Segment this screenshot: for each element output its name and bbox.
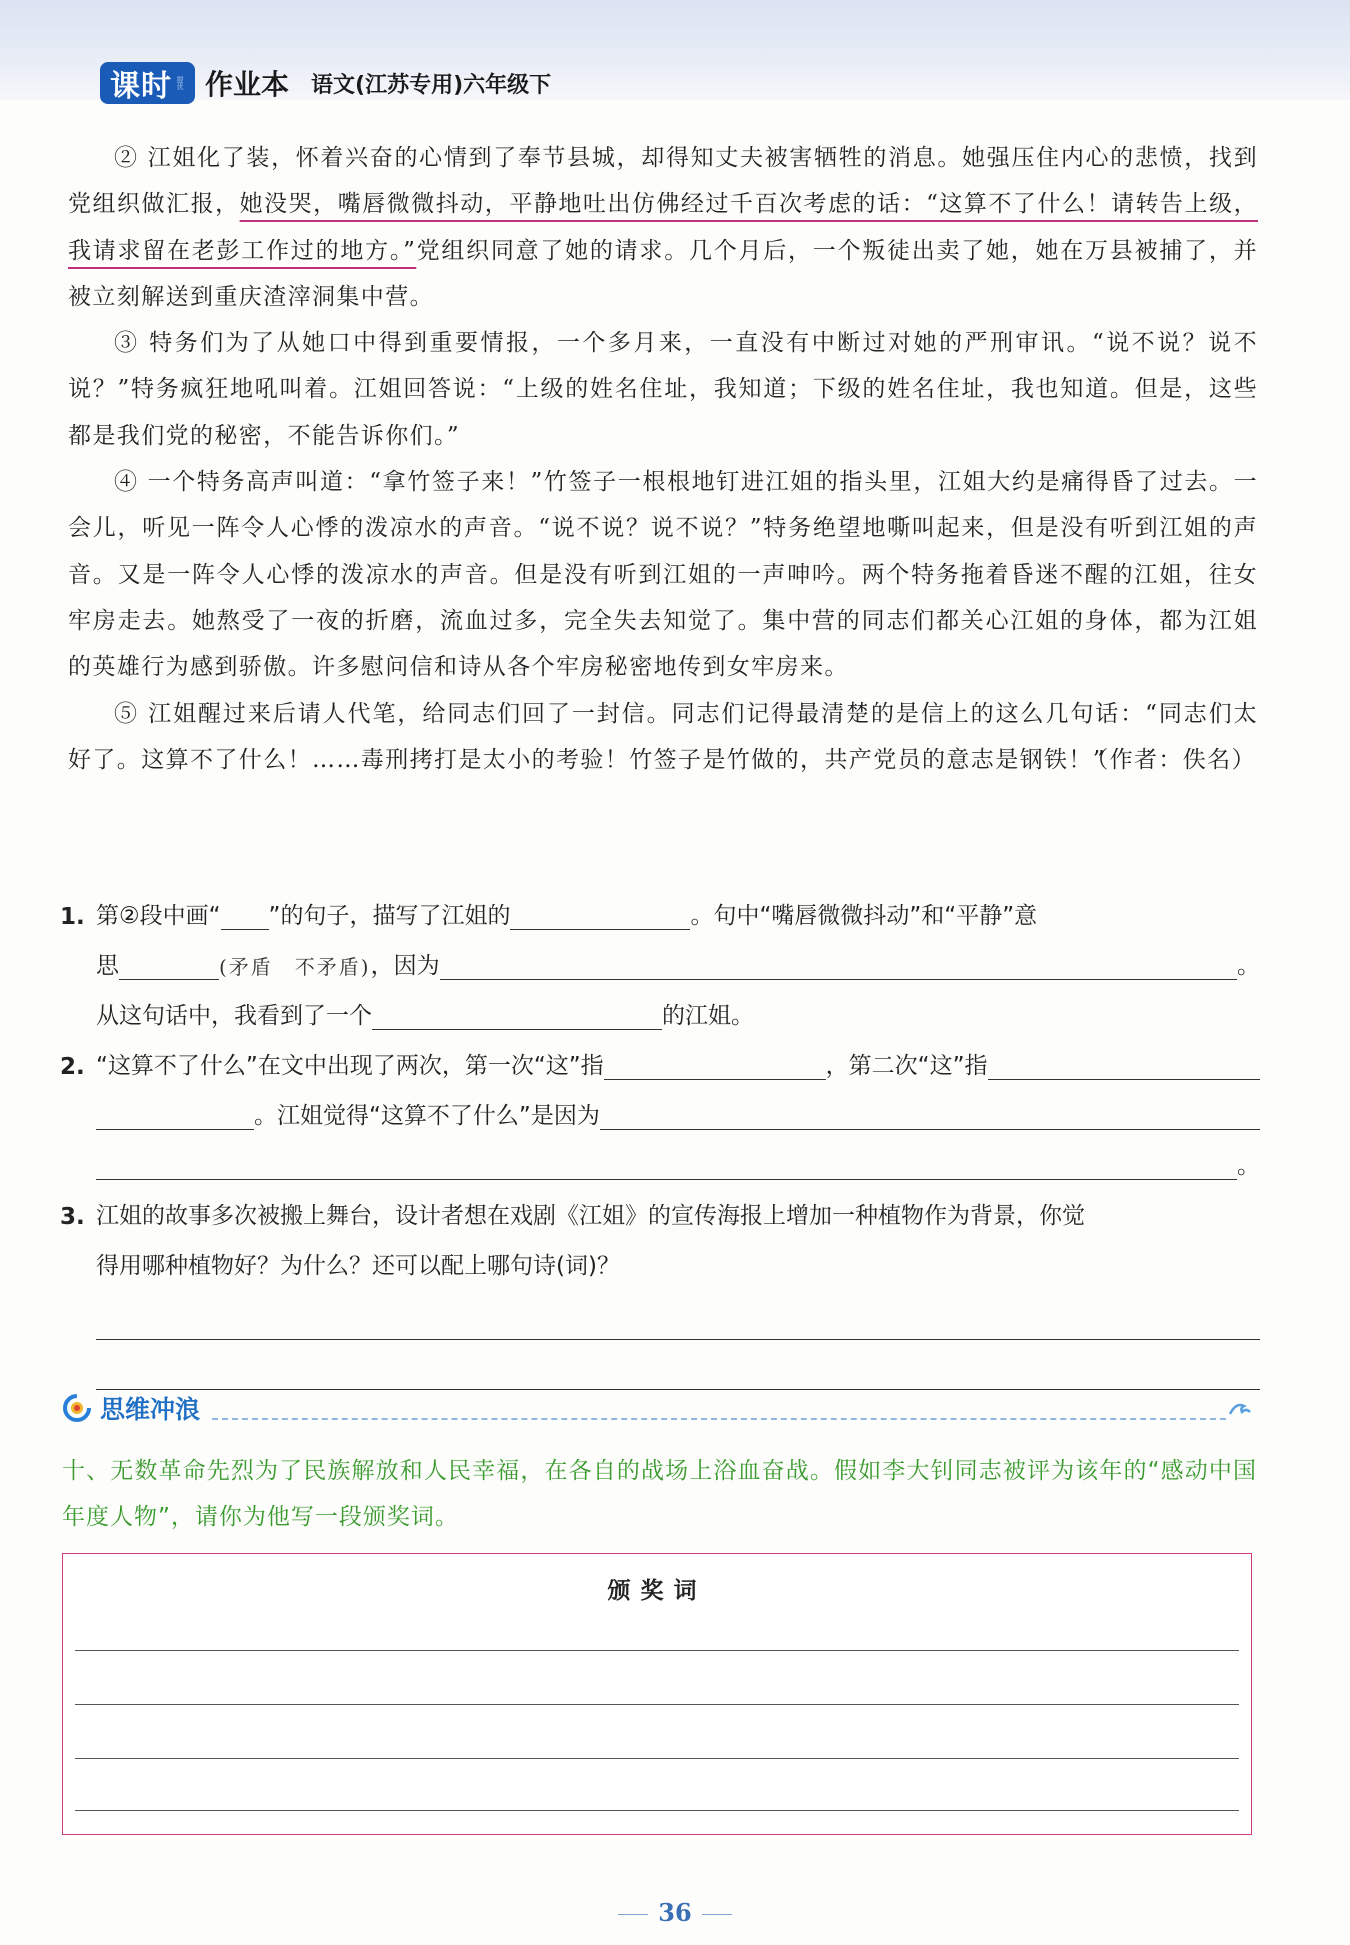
q2-answer-blank-2[interactable]	[988, 1048, 1260, 1080]
award-speech-box	[62, 1553, 1252, 1835]
paragraph-3: ③ 特务们为了从她口中得到重要情报，一个多月来，一直没有中断过对她的严刑审讯。“说不说？说不说？”特务疯狂地吼叫着。江姐回答说：“上级的姓名住址，我知道；下级的姓名住址，我也知道。但是，这些都是我们党的秘密，不能告诉你们。”	[68, 330, 1258, 449]
logo-text: 课时	[110, 69, 172, 104]
book-subtitle: 语文(江苏专用)六年级下	[311, 72, 552, 98]
q1-answer-blank-3[interactable]	[440, 948, 1237, 980]
writing-line-3[interactable]	[75, 1758, 1239, 1759]
q1-line-1	[60, 880, 1260, 930]
section-title: 思维冲浪	[100, 1395, 201, 1424]
q1-answer-blank-4[interactable]	[372, 998, 662, 1030]
paragraph-4: ④ 一个特务高声叫道：“拿竹签子来！”竹签子一根根地钉进江姐的指头里，江姐大约是痛得昏了过去。一会儿，听见一阵令人心悸的泼凉水的声音。“说不说？说不说？”特务绝望地嘶叫起来，但是没有听到江姐的声音。又是一阵令人心悸的泼凉水的声音。但是没有听到江姐的一声呻吟。两个特务拖着昏迷不醒的江姐，往女牢房走去。她熬受了一夜的折磨，流血过多，完全失去知觉了。集中营的同志们都关心江姐的身体，都为江姐的英雄行为感到骄傲。许多慰问信和诗从各个牢房秘密地传到女牢房来。	[68, 469, 1258, 681]
q3-answer-line-1[interactable]	[60, 1280, 1260, 1340]
q2-line-2	[60, 1080, 1260, 1130]
underlined-sentence: 她没哭，嘴唇微微抖动，平静地吐出仿佛经过千百次考虑的话：“这算不了什么！请转告上级，我请求留在老彭工作过的地方。”	[68, 191, 1258, 264]
q3-line-2	[60, 1230, 1260, 1280]
writing-line-4[interactable]	[75, 1810, 1239, 1811]
q1-line-2	[60, 930, 1260, 980]
paragraph-2-end: 党组织同意了她的请求。几个月后，一个叛徒出卖了她，她在万县被捕了，并被立刻解送到重庆渣滓洞集中营。	[68, 237, 1258, 310]
logo-small-text: 提优	[176, 76, 184, 90]
q2-answer-blank-3[interactable]	[96, 1098, 254, 1130]
swirl-icon	[62, 1393, 92, 1423]
q1-text-b: ”的句子，描写了江姐的	[268, 903, 511, 929]
q1-answer-blank-1[interactable]	[510, 898, 690, 930]
q1-text-e: ，因为	[370, 953, 440, 979]
questions-block	[60, 880, 1260, 1390]
wave-icon	[1228, 1398, 1252, 1418]
q2-line-3	[60, 1130, 1260, 1180]
brand-logo	[100, 62, 195, 104]
q2-text-c: 。江姐觉得“这算不了什么”是因为	[254, 1103, 600, 1129]
q3-text-a: 江姐的故事多次被搬上舞台，设计者想在戏剧《江姐》的宣传海报上增加一种植物作为背景，你觉	[96, 1203, 1085, 1229]
q2-answer-blank-5[interactable]	[96, 1148, 1237, 1180]
q2-text-a: “这算不了什么”在文中出现了两次，第一次“这”指	[96, 1053, 604, 1079]
q1-text-d: 思	[96, 953, 119, 979]
task-prompt: 十、无数革命先烈为了民族解放和人民幸福，在各自的战场上浴血奋战。假如李大钊同志被评为该年的“感动中国年度人物”，请你为他写一段颁奖词。	[62, 1458, 1257, 1530]
author-credit: （作者：佚名）	[1085, 747, 1256, 774]
q1-mark-blank	[221, 898, 269, 930]
award-title: 颁奖词	[607, 1578, 707, 1604]
q1-text-a: 第②段中画“	[96, 903, 221, 929]
page-number-text: 36	[658, 1898, 692, 1927]
q3-answer-line-2[interactable]	[60, 1340, 1260, 1390]
section-divider	[212, 1396, 1226, 1420]
paragraph-2	[68, 135, 1258, 320]
writing-line-1[interactable]	[75, 1650, 1239, 1651]
q1-text-f: 从这句话中，我看到了一个	[96, 1003, 372, 1029]
section-header	[62, 1388, 1252, 1428]
page-number	[0, 1898, 1350, 1927]
reading-passage	[68, 135, 1258, 783]
q2-answer-blank-1[interactable]	[604, 1048, 826, 1080]
q1-line-3	[60, 980, 1260, 1030]
paragraph-2-start: ② 江姐化了装，怀着兴奋的心情到了奉节县城，却得知丈夫被害牺牲的消息。她强压住内心的悲愤，找到党组织做汇报，	[68, 145, 1258, 218]
q3-number: 3.	[60, 1204, 85, 1230]
page-header	[100, 60, 551, 106]
q3-text-b: 得用哪种植物好？为什么？还可以配上哪句诗(词)？	[96, 1253, 620, 1279]
book-name: 作业本	[205, 68, 290, 101]
q2-text-b: ，第二次“这”指	[825, 1053, 988, 1079]
q2-line-1	[60, 1030, 1260, 1080]
q2-number: 2.	[60, 1054, 85, 1080]
q1-number: 1.	[60, 904, 85, 930]
q1-answer-blank-2[interactable]	[119, 948, 219, 980]
paragraph-5: ⑤ 江姐醒过来后请人代笔，给同志们回了一封信。同志们记得最清楚的是信上的这么几句话：“同志们太好了。这算不了什么！……毒刑拷打是太小的考验！竹签子是竹做的，共产党员的意志是钢铁！”	[68, 700, 1258, 773]
q1-text-c: 。句中“嘴唇微微抖动”和“平静”意	[690, 903, 1038, 929]
q2-period: 。	[1237, 1153, 1260, 1179]
q1-options: (矛盾 不矛盾)	[219, 955, 371, 979]
q1-text-g: 的江姐。	[662, 1003, 754, 1029]
q2-answer-blank-4[interactable]	[600, 1098, 1260, 1130]
writing-line-2[interactable]	[75, 1704, 1239, 1705]
q1-period: 。	[1237, 953, 1260, 979]
q3-line-1	[60, 1180, 1260, 1230]
